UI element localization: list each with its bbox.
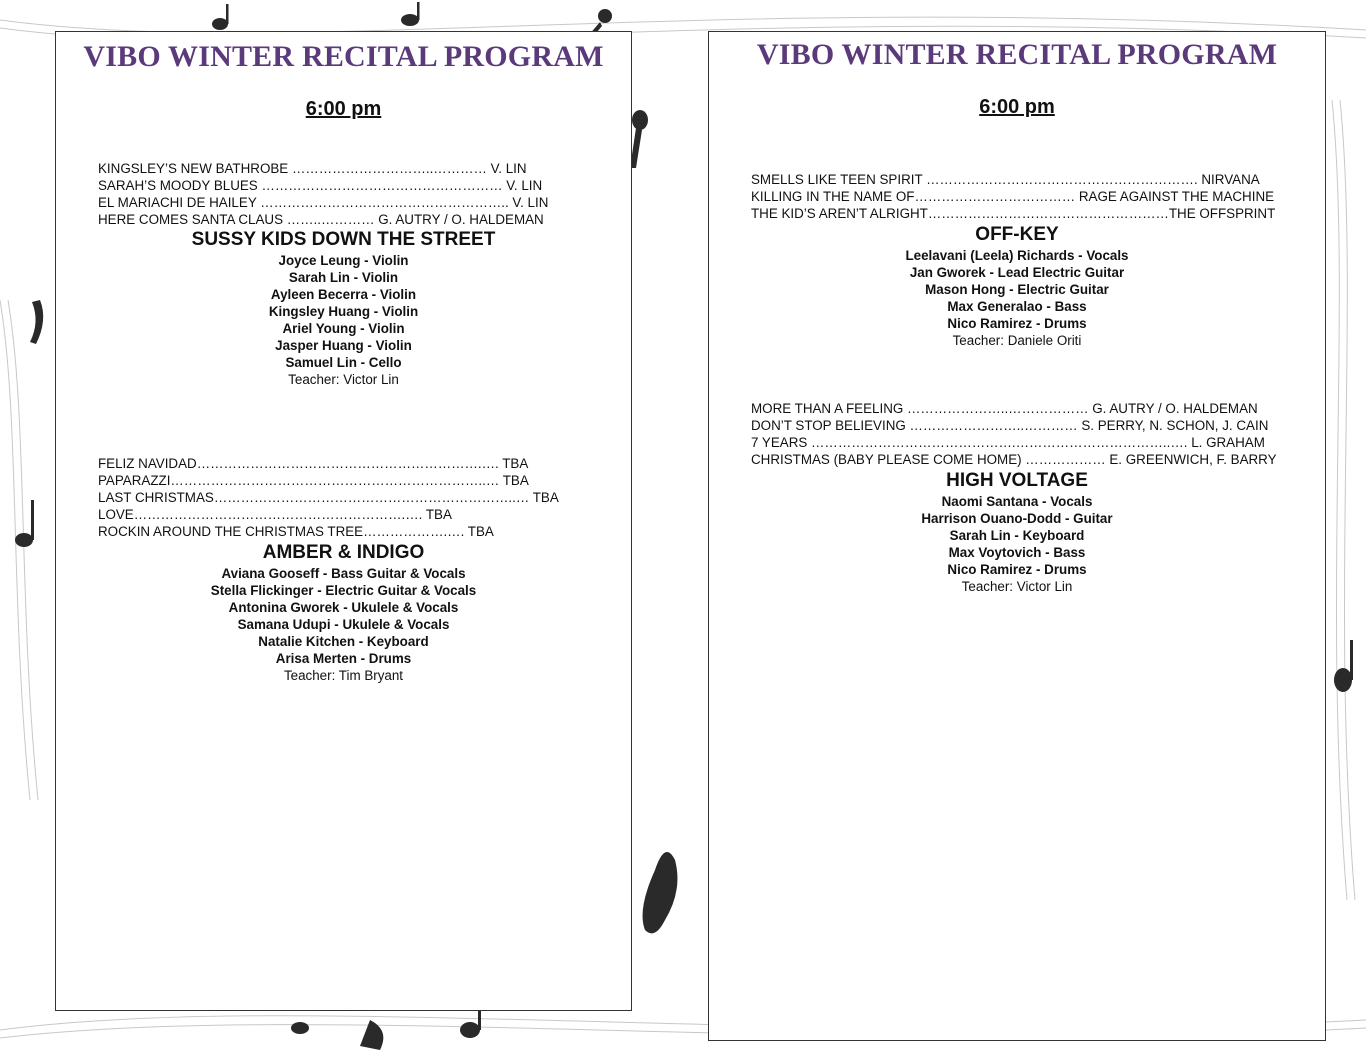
band-member: Ariel Young - Violin: [282, 321, 405, 336]
page-title: VIBO WINTER RECITAL PROGRAM: [756, 38, 1278, 71]
band-member: Stella Flickinger - Electric Guitar & Vocals: [210, 583, 477, 598]
teacher-credit: Teacher: Daniele Oriti: [952, 333, 1082, 348]
song-line: MORE THAN A FEELING …………………..……………… G. AUTRY / O. HALDEMAN: [751, 401, 1258, 416]
band-member: Aviana Gooseff - Bass Guitar & Vocals: [221, 566, 466, 581]
band-name: OFF-KEY: [975, 224, 1059, 245]
song-line: KILLING IN THE NAME OF……………………………… RAGE AGAINST THE MACHINE: [751, 189, 1275, 204]
song-line: KINGSLEY’S NEW BATHROBE …………………………..………… V. LIN: [98, 161, 527, 176]
teacher-credit: Teacher: Victor Lin: [961, 579, 1073, 594]
band-member: Jasper Huang - Violin: [275, 338, 412, 353]
band-member: Nico Ramirez - Drums: [947, 562, 1087, 577]
band-member: Naomi Santana - Vocals: [941, 494, 1093, 509]
band-member: Antonina Gworek - Ukulele & Vocals: [228, 600, 459, 615]
song-line: SARAH’S MOODY BLUES ……………………………………………… V. LIN: [98, 178, 543, 193]
band-member: Samuel Lin - Cello: [285, 355, 402, 370]
song-line: THE KID’S AREN’T ALRIGHT………………………………………………THE OFFSPRINT: [751, 206, 1276, 221]
band-member: Samana Udupi - Ukulele & Vocals: [237, 617, 450, 632]
band-member: Nico Ramirez - Drums: [947, 316, 1087, 331]
song-line: SMELLS LIKE TEEN SPIRIT ……………………………………………………. NIRVANA: [751, 172, 1260, 187]
band-member: Harrison Ouano-Dodd - Guitar: [921, 511, 1113, 526]
band-name: HIGH VOLTAGE: [946, 470, 1088, 491]
program-page-right: [708, 31, 1326, 1041]
band-member: Leelavani (Leela) Richards - Vocals: [905, 248, 1129, 263]
show-time: 6:00 pm: [305, 98, 382, 120]
page-title: VIBO WINTER RECITAL PROGRAM: [83, 40, 604, 73]
song-line: EL MARIACHI DE HAILEY ……………………………………………….. V. LIN: [98, 195, 549, 210]
setlist: [751, 171, 1275, 222]
band-member: Kingsley Huang - Violin: [268, 304, 419, 319]
band-name: AMBER & INDIGO: [262, 542, 425, 563]
song-line: HERE COMES SANTA CLAUS ……..………… G. AUTRY / O. HALDEMAN: [98, 212, 544, 227]
song-line: LOVE…………………………………………………….…. TBA: [98, 507, 452, 522]
setlist: [751, 400, 1277, 468]
song-line: PAPARAZZI……………………………………………………………..… TBA: [98, 473, 529, 488]
band-member: Sarah Lin - Violin: [288, 270, 399, 285]
song-line: FELIZ NAVIDAD……………………………………………………….…. TBA: [98, 456, 529, 471]
setlist: [98, 455, 559, 540]
song-line: ROCKIN AROUND THE CHRISTMAS TREE……………….…. TBA: [98, 524, 494, 539]
show-time: 6:00 pm: [979, 96, 1055, 118]
song-line: LAST CHRISTMAS…………………………………………………………..… TBA: [98, 490, 559, 505]
teacher-credit: Teacher: Tim Bryant: [283, 668, 404, 683]
band-member: Joyce Leung - Violin: [278, 253, 409, 268]
song-line: CHRISTMAS (BABY PLEASE COME HOME) ……………… E. GREENWICH, F. BARRY: [751, 452, 1277, 467]
song-line: 7 YEARS ……………………………………….……………………………..…. L. GRAHAM: [751, 435, 1265, 450]
band-member: Arisa Merten - Drums: [275, 651, 412, 666]
band-member: Jan Gworek - Lead Electric Guitar: [909, 265, 1125, 280]
band-member: Sarah Lin - Keyboard: [949, 528, 1085, 543]
teacher-credit: Teacher: Victor Lin: [288, 372, 399, 387]
band-block: [709, 223, 1325, 349]
band-block: [56, 228, 631, 388]
band-member: Mason Hong - Electric Guitar: [925, 282, 1109, 297]
setlist: [98, 160, 548, 228]
band-member: Ayleen Becerra - Violin: [270, 287, 417, 302]
song-line: DON’T STOP BELIEVING ……………………..………… S. PERRY, N. SCHON, J. CAIN: [751, 418, 1269, 433]
band-member: Max Generalao - Bass: [947, 299, 1087, 314]
band-member: Natalie Kitchen - Keyboard: [258, 634, 429, 649]
band-block: [709, 469, 1325, 595]
program-page-left: [55, 31, 632, 1011]
band-block: [56, 541, 631, 684]
band-member: Max Voytovich - Bass: [948, 545, 1086, 560]
band-name: SUSSY KIDS DOWN THE STREET: [191, 229, 496, 250]
